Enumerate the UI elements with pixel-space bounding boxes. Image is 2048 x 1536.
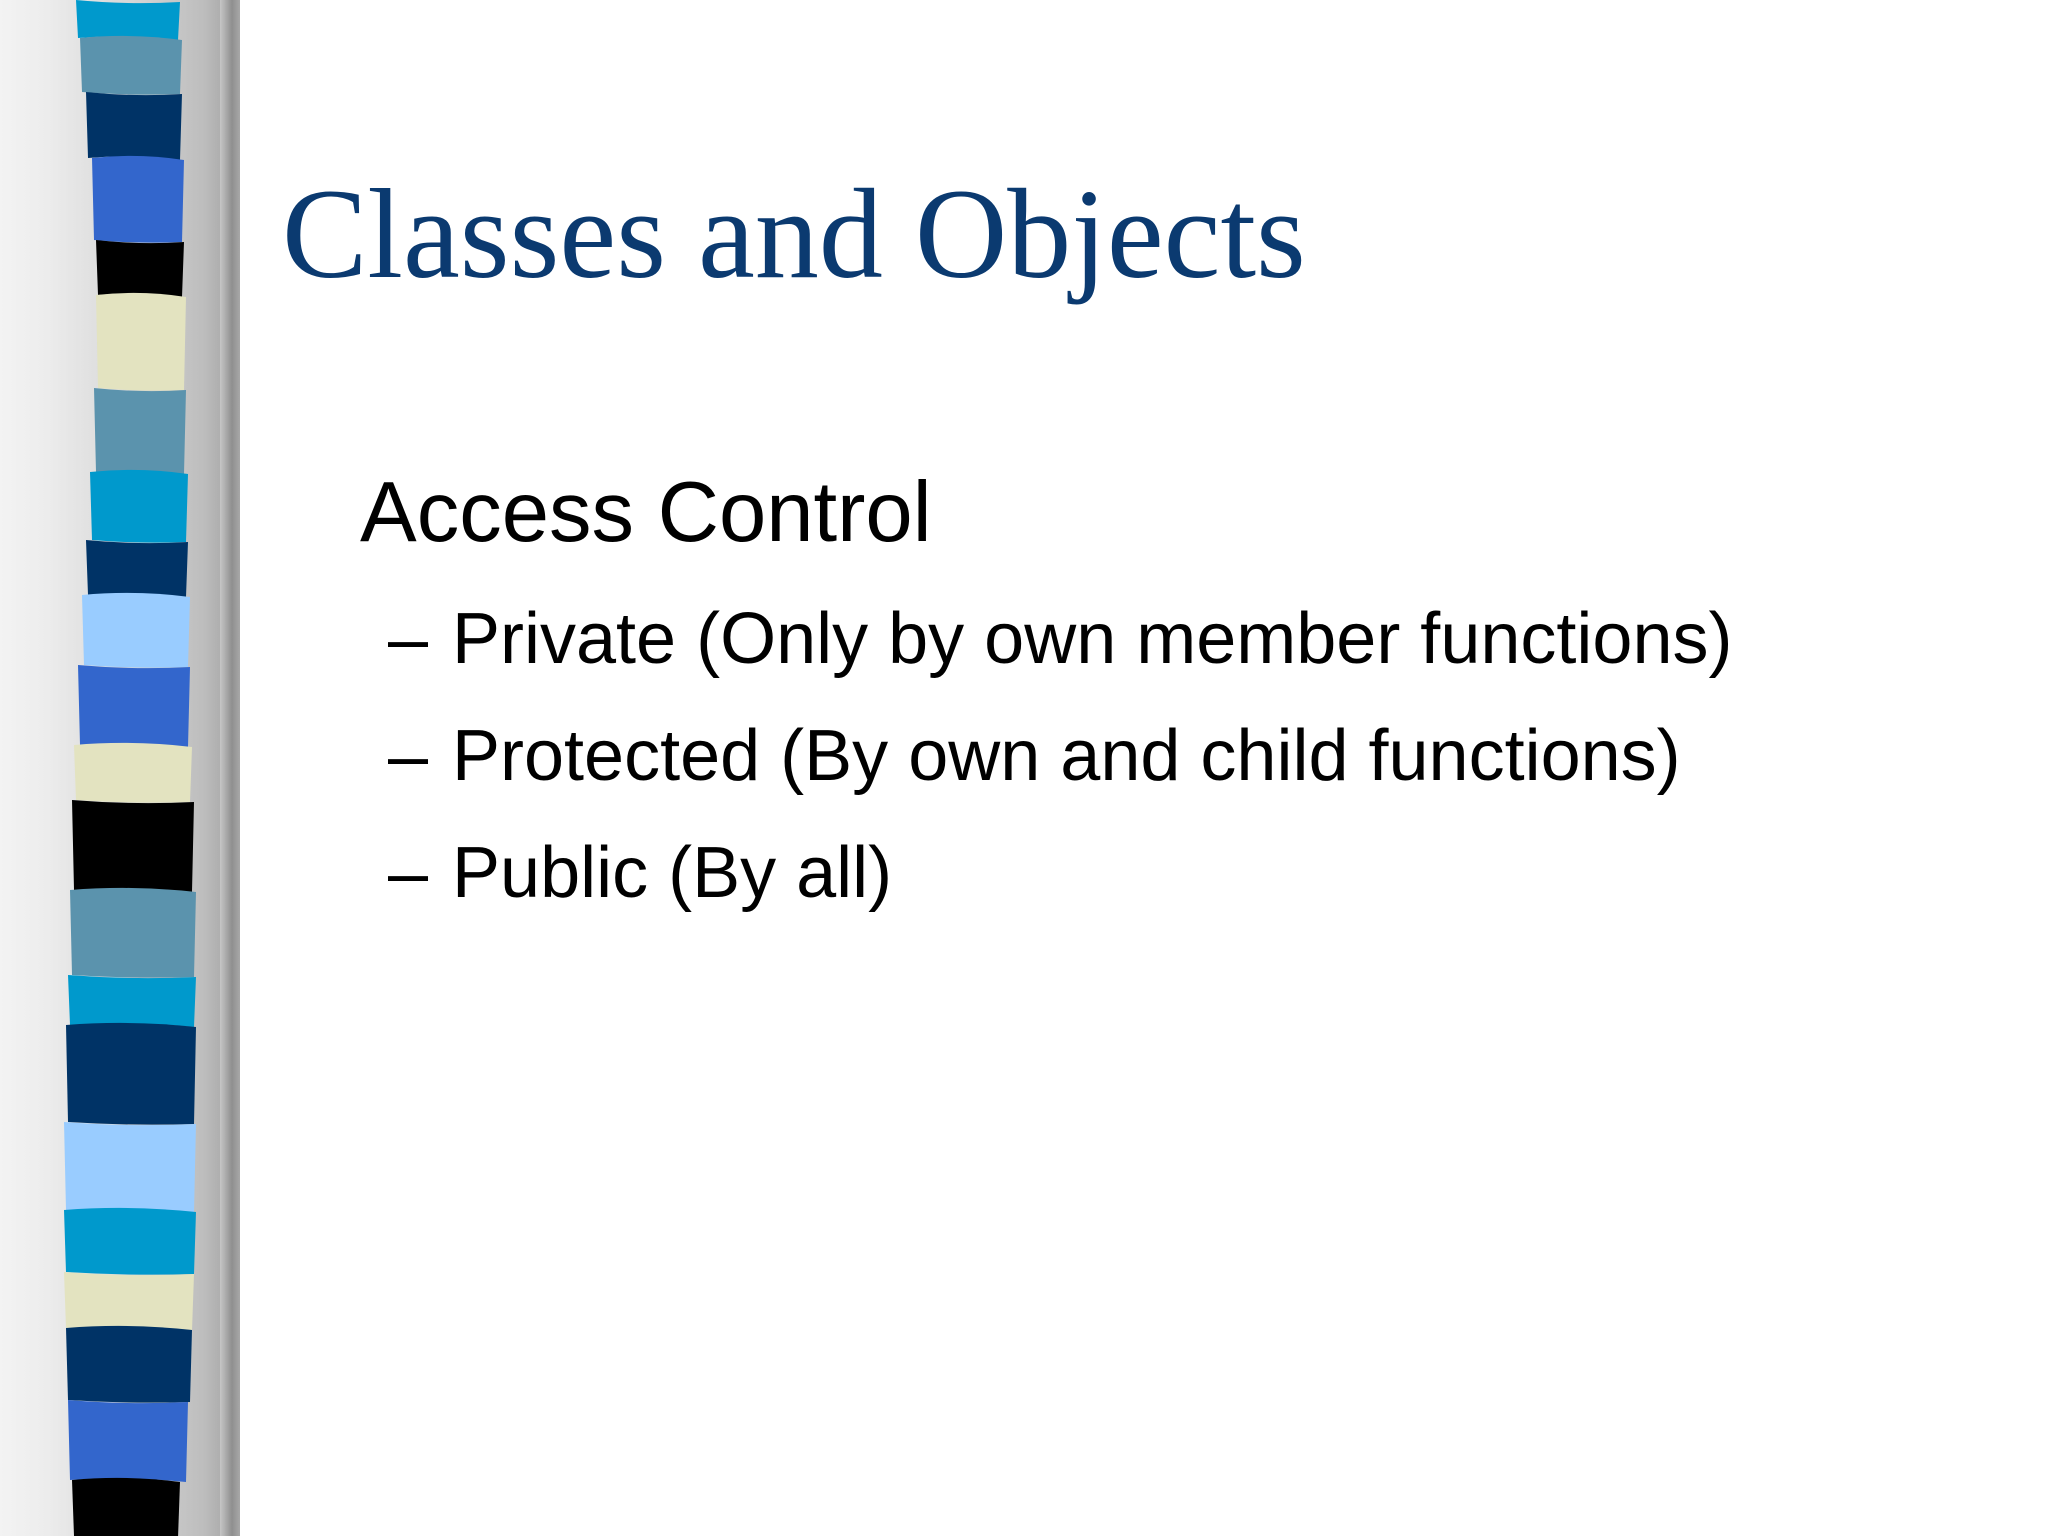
bullet-list xyxy=(388,594,1732,945)
decorative-stripe xyxy=(90,470,188,543)
bullet-text: Private (Only by own member functions) xyxy=(452,599,1733,679)
decorative-stripe xyxy=(66,1023,196,1125)
decorative-stripe xyxy=(92,156,184,243)
decorative-stripe xyxy=(96,240,184,297)
slide-title: Classes and Objects xyxy=(282,163,1306,305)
decorative-stripe xyxy=(66,1326,192,1403)
decorative-stripe xyxy=(64,1122,196,1212)
decorative-stripe xyxy=(76,0,180,40)
decorative-stripe xyxy=(70,888,196,978)
decorative-stripe xyxy=(78,665,190,747)
bullet-item-protected xyxy=(388,711,1732,828)
decorative-stripe xyxy=(74,743,192,803)
bullet-dash: – xyxy=(388,833,429,913)
decorative-stripe xyxy=(86,540,188,597)
decorative-stripe xyxy=(82,593,190,668)
bullet-text: Protected (By own and child functions) xyxy=(452,716,1681,796)
decorative-stripe xyxy=(72,800,194,892)
decorative-stripe xyxy=(96,293,186,391)
decorative-stripe-band xyxy=(0,0,240,1536)
bullet-item-public xyxy=(388,828,1732,945)
section-heading: Access Control xyxy=(360,465,932,560)
decorative-stripe xyxy=(86,92,182,160)
decorative-stripe xyxy=(68,1400,188,1482)
decorative-stripe xyxy=(68,975,196,1027)
bullet-item-private xyxy=(388,594,1732,711)
bullet-text: Public (By all) xyxy=(452,833,893,913)
decorative-stripe xyxy=(64,1208,196,1275)
decorative-stripe xyxy=(64,1272,194,1330)
bullet-dash: – xyxy=(388,716,429,796)
decorative-stripe xyxy=(80,36,182,95)
bullet-dash: – xyxy=(388,599,429,679)
decorative-stripe xyxy=(72,1478,180,1536)
decorative-stripe xyxy=(94,388,186,474)
